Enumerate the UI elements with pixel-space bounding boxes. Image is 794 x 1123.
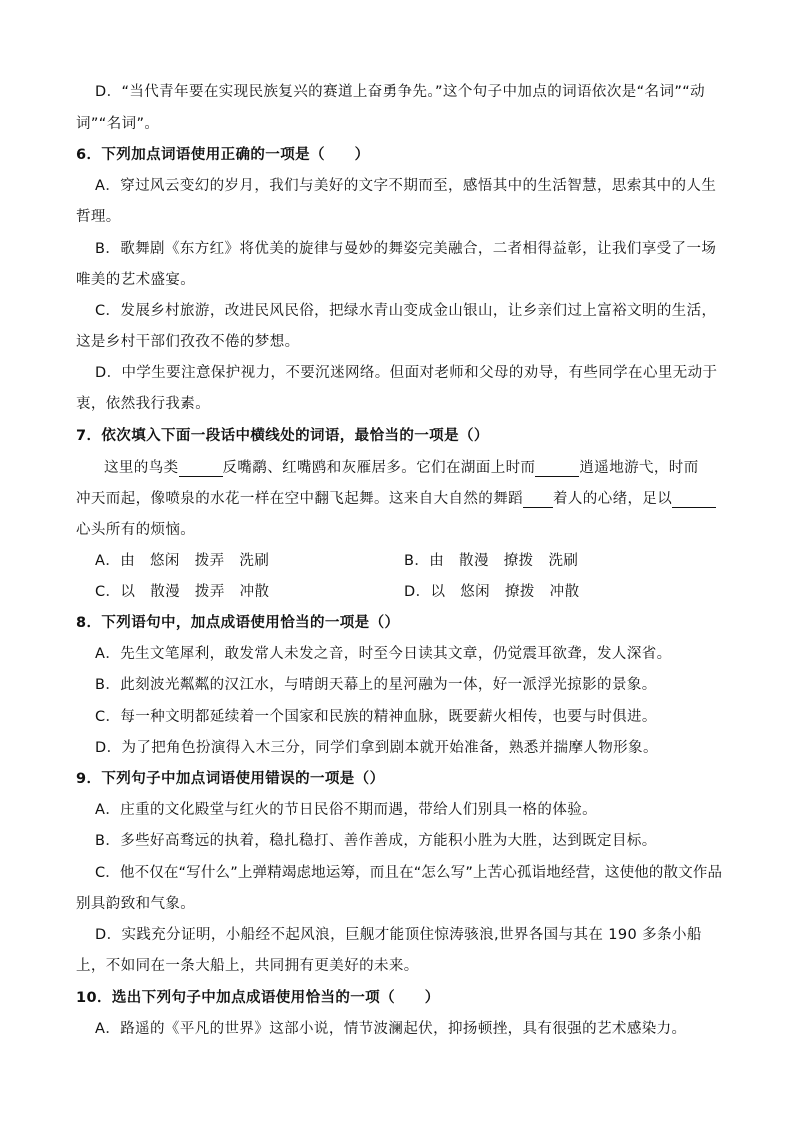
question-10-stem: 10．选出下列句子中加点成语使用恰当的一项（ ）: [76, 990, 440, 1006]
q6-option-c-line2: 这是乡村干部们孜孜不倦的梦想。: [76, 334, 300, 350]
question-7-stem: 7．依次填入下面一段话中横线处的词语，最恰当的一项是（）: [76, 428, 489, 444]
q6-option-d-line1: D．中学生要注意保护视力，不要沉迷网络。但面对老师和父母的劝导，有些同学在心里无动于: [95, 365, 718, 381]
q9-option-a: A．庄重的文化殿堂与红火的节日民俗不期而遇，带给人们别具一格的体验。: [95, 802, 598, 818]
q9-option-c-line2: 别具韵致和气象。: [76, 896, 196, 912]
fill-blank: [535, 462, 579, 477]
q7-passage-line2: [76, 490, 716, 508]
question-9-stem: 9．下列句子中加点词语使用错误的一项是（）: [76, 771, 385, 787]
q7-passage-text: 反嘴鹬、红嘴鸥和灰雁居多。它们在湖面上时而: [222, 460, 536, 476]
q5-option-d-line1: D．“当代青年要在实现民族复兴的赛道上奋勇争先。”这个句子中加点的词语依次是“名词”“动: [95, 84, 706, 100]
q8-option-b: B．此刻波光粼粼的汉江水，与晴朗天幕上的星河融为一体，好一派浮光掠影的景象。: [95, 677, 657, 693]
q8-option-d: D．为了把角色扮演得入木三分，同学们拿到剧本就开始准备，熟悉并揣摩人物形象。: [95, 740, 658, 756]
q7-passage-text: 冲天而起，像喷泉的水花一样在空中翻飞起舞。这来自大自然的舞蹈: [76, 491, 523, 507]
q7-passage-line1: [104, 459, 699, 477]
q7-option-c: C．以 散漫 拨弄 冲散: [95, 584, 270, 600]
question-8-stem: 8．下列语句中，加点成语使用恰当的一项是（）: [76, 615, 400, 631]
q7-passage-text: 逍遥地游弋，时而: [579, 460, 699, 476]
q9-option-b: B．多些好高骛远的执着，稳扎稳打、善作善成，方能积小胜为大胜，达到既定目标。: [95, 833, 657, 849]
fill-blank: [523, 493, 553, 508]
q9-option-d-line1: D．实践充分证明，小船经不起风浪，巨舰才能顶住惊涛骇浪,世界各国与其在 190 多条小船: [95, 927, 702, 943]
q7-passage-line3: 心头所有的烦恼。: [76, 522, 196, 538]
fill-blank: [179, 462, 223, 477]
q6-option-a-line2: 哲理。: [76, 209, 121, 225]
q8-option-a: A．先生文笔犀利，敢发常人未发之音，时至今日读其文章，仍觉震耳欲聋，发人深省。: [95, 646, 672, 662]
q9-option-c-line1: C．他不仅在“写什么”上弹精竭虑地运筹，而且在“怎么写”上苦心孤诣地经营，这使他的散文作品: [95, 865, 723, 881]
q9-option-d-line2: 上，不如同在一条大船上，共同拥有更美好的未来。: [76, 958, 419, 974]
q10-option-a: A．路遥的《平凡的世界》这部小说，情节波澜起伏，抑扬顿挫，具有很强的艺术感染力。: [95, 1021, 687, 1037]
q6-option-b-line1: B．歌舞剧《东方红》将优美的旋律与曼妙的舞姿完美融合，二者相得益彰，让我们享受了一场: [95, 241, 717, 257]
q5-option-d-line2: 词”“名词”。: [76, 116, 160, 132]
q7-option-a: A．由 悠闲 拨弄 洗刷: [95, 553, 270, 569]
q6-option-d-line2: 衷，依然我行我素。: [76, 396, 211, 412]
q8-option-c: C．每一种文明都延续着一个国家和民族的精神血脉，既要薪火相传，也要与时俱进。: [95, 709, 657, 725]
q7-option-b: B．由 散漫 撩拨 洗刷: [404, 553, 579, 569]
q6-option-b-line2: 唯美的艺术盛宴。: [76, 272, 196, 288]
q7-passage-text: 这里的鸟类: [104, 460, 179, 476]
q6-option-a-line1: A．穿过风云变幻的岁月，我们与美好的文字不期而至，感悟其中的生活智慧，思索其中的人生: [95, 178, 717, 194]
fill-blank: [672, 493, 716, 508]
q6-option-c-line1: C．发展乡村旅游，改进民风民俗，把绿水青山变成金山银山，让乡亲们过上富裕文明的生活，: [95, 303, 717, 319]
question-6-stem: 6．下列加点词语使用正确的一项是（ ）: [76, 147, 370, 163]
q7-passage-text: 着人的心绪，足以: [553, 491, 673, 507]
q7-option-d: D．以 悠闲 撩拨 冲散: [404, 584, 580, 600]
